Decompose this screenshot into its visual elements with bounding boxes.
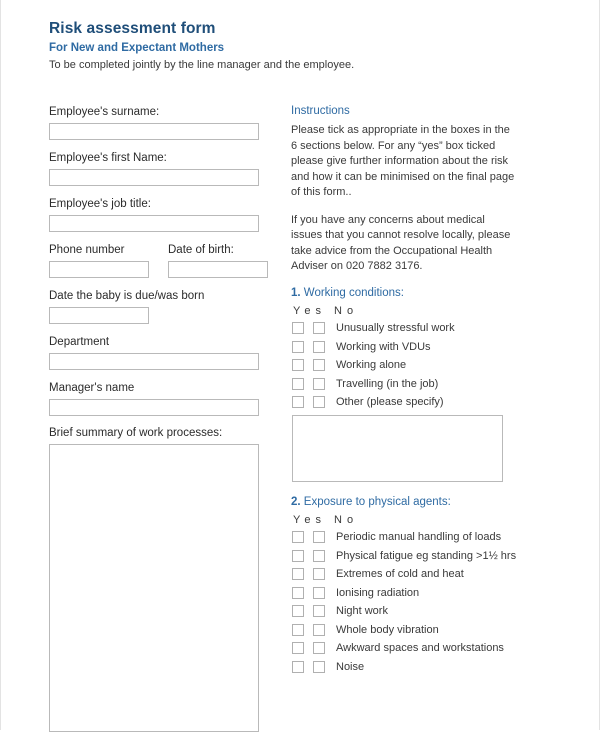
no-checkbox[interactable] bbox=[313, 396, 325, 408]
section-1-answer-textarea[interactable] bbox=[292, 415, 503, 482]
field-manager-label: Manager's name bbox=[49, 382, 135, 394]
field-phone-group bbox=[49, 243, 149, 289]
summary-textarea[interactable] bbox=[49, 444, 259, 732]
field-firstname-label: Employee's first Name: bbox=[49, 152, 167, 164]
section-1-title: Working conditions: bbox=[303, 286, 404, 299]
checkbox-label: Extremes of cold and heat bbox=[336, 568, 464, 580]
page-note: To be completed jointly by the line manager and the employee. bbox=[49, 59, 355, 71]
right-column bbox=[291, 105, 516, 678]
checkbox-label: Ionising radiation bbox=[336, 586, 420, 599]
field-jobtitle-group bbox=[49, 197, 289, 232]
yes-checkbox[interactable] bbox=[292, 341, 304, 353]
checkbox-row bbox=[291, 339, 516, 354]
page-title: Risk assessment form bbox=[49, 20, 216, 37]
checkbox-label: Other (please specify) bbox=[336, 396, 444, 408]
section-2-number: 2. bbox=[291, 495, 301, 508]
checkbox-label: Awkward spaces and workstations bbox=[336, 642, 504, 654]
section-2-title: Exposure to physical agents: bbox=[303, 495, 451, 508]
phone-input[interactable] bbox=[49, 261, 149, 278]
checkbox-row bbox=[291, 567, 516, 582]
surname-input[interactable] bbox=[49, 123, 259, 140]
checkbox-row bbox=[291, 548, 516, 563]
yes-checkbox[interactable] bbox=[292, 359, 304, 371]
checkbox-row bbox=[291, 659, 516, 674]
checkbox-label: Travelling (in the job) bbox=[336, 377, 439, 390]
yes-checkbox[interactable] bbox=[292, 642, 304, 654]
form-sheet bbox=[29, 20, 573, 720]
no-checkbox[interactable] bbox=[313, 642, 325, 654]
field-surname-group bbox=[49, 105, 289, 140]
instructions-paragraph-1: Please tick as appropriate in the boxes in the 6 sections below. For any “yes” box ticked please give further information about the risk and how it can be minimised on the final page of this form.. bbox=[291, 124, 515, 198]
field-manager-group bbox=[49, 381, 289, 416]
instructions-heading: Instructions bbox=[291, 105, 350, 117]
checkbox-label: Working alone bbox=[336, 359, 407, 371]
no-checkbox[interactable] bbox=[313, 587, 325, 599]
field-babydue-label: Date the baby is due/was born bbox=[49, 290, 205, 302]
yes-checkbox[interactable] bbox=[292, 322, 304, 334]
checkbox-label: Night work bbox=[336, 605, 388, 617]
yes-checkbox[interactable] bbox=[292, 531, 304, 543]
checkbox-row bbox=[291, 358, 516, 373]
section-1-number: 1. bbox=[291, 286, 301, 299]
checkbox-label: Noise bbox=[336, 660, 365, 673]
no-checkbox[interactable] bbox=[313, 568, 325, 580]
left-column bbox=[49, 105, 289, 732]
no-checkbox[interactable] bbox=[313, 359, 325, 371]
yes-checkbox[interactable] bbox=[292, 624, 304, 636]
section-1-heading bbox=[291, 287, 516, 299]
yes-checkbox[interactable] bbox=[292, 587, 304, 599]
dob-input[interactable] bbox=[168, 261, 268, 278]
yes-checkbox[interactable] bbox=[292, 396, 304, 408]
no-checkbox[interactable] bbox=[313, 531, 325, 543]
jobtitle-input[interactable] bbox=[49, 215, 259, 232]
field-firstname-group bbox=[49, 151, 289, 186]
babydue-input[interactable] bbox=[49, 307, 149, 324]
section-2-yesno-label: Yes No bbox=[293, 513, 359, 526]
section-1-yesno-label: Yes No bbox=[293, 304, 359, 317]
checkbox-label: Unusually stressful work bbox=[336, 322, 455, 334]
section-2-heading bbox=[291, 496, 516, 508]
checkbox-row bbox=[291, 376, 516, 391]
no-checkbox[interactable] bbox=[313, 661, 325, 673]
yes-checkbox[interactable] bbox=[292, 661, 304, 673]
checkbox-row bbox=[291, 585, 516, 600]
no-checkbox[interactable] bbox=[313, 322, 325, 334]
checkbox-row bbox=[291, 641, 516, 656]
field-dob-group bbox=[168, 243, 268, 289]
checkbox-label: Periodic manual handling of loads bbox=[336, 531, 502, 543]
phone-dob-row bbox=[49, 243, 289, 289]
field-jobtitle-label: Employee's job title: bbox=[49, 198, 151, 210]
no-checkbox[interactable] bbox=[313, 624, 325, 636]
field-dob-label: Date of birth: bbox=[168, 244, 234, 256]
checkbox-row bbox=[291, 622, 516, 637]
checkbox-label: Physical fatigue eg standing >1½ hrs bbox=[336, 549, 517, 562]
no-checkbox[interactable] bbox=[313, 378, 325, 390]
yes-checkbox[interactable] bbox=[292, 550, 304, 562]
checkbox-row bbox=[291, 530, 516, 545]
field-department-group bbox=[49, 335, 289, 370]
manager-input[interactable] bbox=[49, 399, 259, 416]
firstname-input[interactable] bbox=[49, 169, 259, 186]
field-phone-label: Phone number bbox=[49, 244, 125, 256]
checkbox-row bbox=[291, 321, 516, 336]
checkbox-row bbox=[291, 604, 516, 619]
field-babydue-group bbox=[49, 289, 289, 324]
yes-checkbox[interactable] bbox=[292, 378, 304, 390]
checkbox-label: Whole body vibration bbox=[336, 623, 439, 636]
yes-checkbox[interactable] bbox=[292, 568, 304, 580]
instructions-paragraph-2: If you have any concerns about medical issues that you cannot resolve locally, please take advice from the Occupational Health Adviser on 020 7882 3176. bbox=[291, 213, 511, 272]
field-summary-label: Brief summary of work processes: bbox=[49, 427, 223, 439]
no-checkbox[interactable] bbox=[313, 550, 325, 562]
yes-checkbox[interactable] bbox=[292, 605, 304, 617]
no-checkbox[interactable] bbox=[313, 605, 325, 617]
field-summary-group bbox=[49, 427, 289, 732]
checkbox-label: Working with VDUs bbox=[336, 340, 431, 353]
page-subtitle: For New and Expectant Mothers bbox=[49, 42, 225, 54]
field-department-label: Department bbox=[49, 336, 110, 348]
checkbox-row bbox=[291, 395, 516, 410]
field-surname-label: Employee's surname: bbox=[49, 106, 160, 118]
department-input[interactable] bbox=[49, 353, 259, 370]
no-checkbox[interactable] bbox=[313, 341, 325, 353]
